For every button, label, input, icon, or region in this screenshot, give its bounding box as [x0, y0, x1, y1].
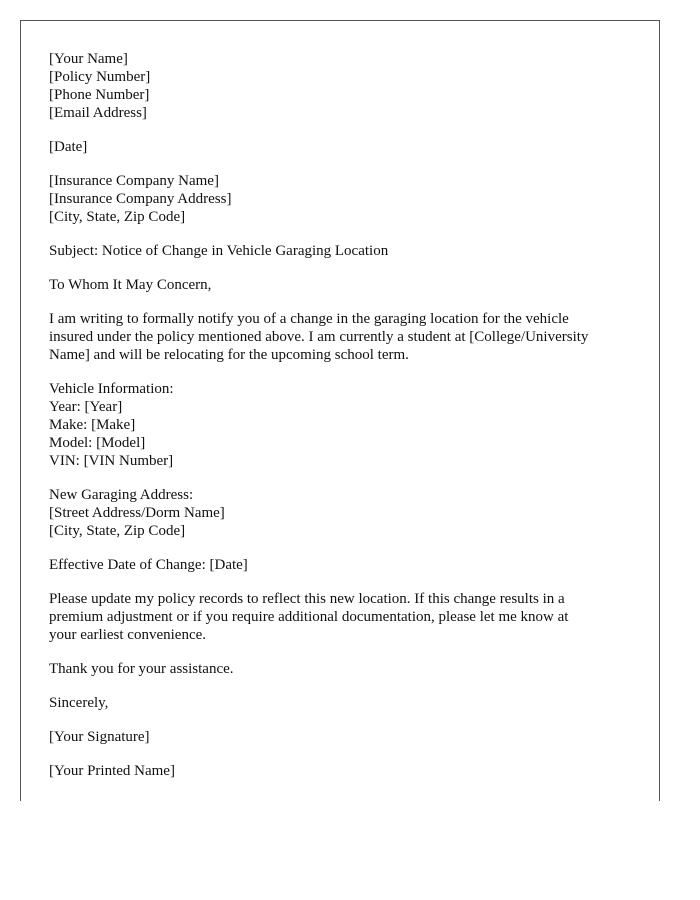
sign-off-block: [49, 694, 631, 712]
request-line: Please update my policy records to reflect this new location. If this change results in a: [49, 591, 565, 607]
sender-name: [Your Name]: [49, 51, 128, 67]
vehicle-vin: VIN: [VIN Number]: [49, 453, 174, 469]
new-address-street: [Street Address/Dorm Name]: [49, 505, 225, 521]
recipient-company-address: [Insurance Company Address]: [49, 191, 232, 207]
letter-page: [20, 20, 660, 801]
salutation: [49, 276, 631, 294]
sender-block: [49, 50, 631, 122]
salutation-text: To Whom It May Concern,: [49, 277, 212, 293]
new-address-block: [49, 486, 631, 540]
thanks-text: Thank you for your assistance.: [49, 661, 234, 677]
printed-name-block: [49, 762, 631, 780]
intro-line: Name] and will be relocating for the upcoming school term.: [49, 347, 409, 363]
letter-date: [Date]: [49, 139, 88, 155]
effective-date-block: [49, 556, 631, 574]
new-address-heading: New Garaging Address:: [49, 487, 194, 503]
sender-email: [Email Address]: [49, 105, 147, 121]
vehicle-model: Model: [Model]: [49, 435, 146, 451]
request-paragraph: [49, 590, 631, 644]
recipient-block: [49, 172, 631, 226]
vehicle-make: Make: [Make]: [49, 417, 136, 433]
signature-block: [49, 728, 631, 746]
thanks-block: [49, 660, 631, 678]
sign-off-text: Sincerely,: [49, 695, 109, 711]
intro-paragraph: [49, 310, 631, 364]
vehicle-info-heading: Vehicle Information:: [49, 381, 174, 397]
request-line: premium adjustment or if you require additional documentation, please let me know at: [49, 609, 569, 625]
recipient-company-name: [Insurance Company Name]: [49, 173, 219, 189]
subject-line: [49, 242, 631, 260]
date-block: [49, 138, 631, 156]
sender-policy-number: [Policy Number]: [49, 69, 151, 85]
printed-name-placeholder: [Your Printed Name]: [49, 763, 175, 779]
vehicle-info-block: [49, 380, 631, 470]
intro-line: I am writing to formally notify you of a change in the garaging location for the vehicle: [49, 311, 569, 327]
signature-placeholder: [Your Signature]: [49, 729, 150, 745]
intro-line: insured under the policy mentioned above. I am currently a student at [College/University: [49, 329, 589, 345]
subject-text: Subject: Notice of Change in Vehicle Garaging Location: [49, 243, 389, 259]
vehicle-year: Year: [Year]: [49, 399, 123, 415]
new-address-city-state-zip: [City, State, Zip Code]: [49, 523, 186, 539]
request-line: your earliest convenience.: [49, 627, 207, 643]
sender-phone: [Phone Number]: [49, 87, 150, 103]
recipient-city-state-zip: [City, State, Zip Code]: [49, 209, 186, 225]
effective-date-text: Effective Date of Change: [Date]: [49, 557, 248, 573]
